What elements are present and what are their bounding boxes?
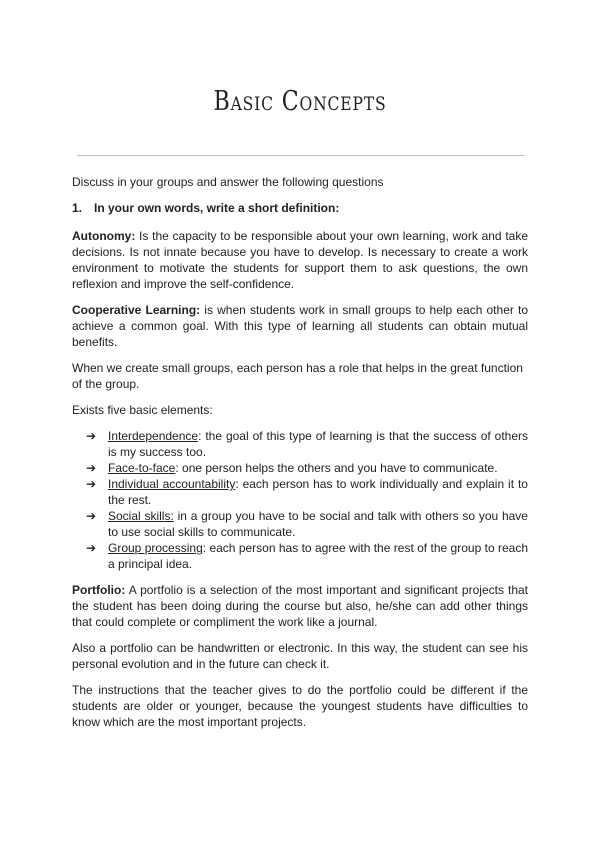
autonomy-term: Autonomy: (72, 229, 136, 243)
element-text: : one person helps the others and you have to communicate. (175, 461, 498, 475)
autonomy-text: Is the capacity to be responsible about your own learning, work and take decisions. Is not innate because you have to develop. Is necessary to create a work environment to motivate the students for support them to ask questions, the own reflexion and improve the self-confidence. (72, 229, 528, 291)
intro-text: Discuss in your groups and answer the following questions (72, 175, 384, 189)
element-label: Face-to-face (108, 461, 176, 475)
arrow-icon: ➔ (86, 477, 97, 491)
small-groups-paragraph: When we create small groups, each person has a role that helps in the great function of the group. (72, 361, 523, 391)
list-item (86, 540, 528, 572)
arrow-icon: ➔ (86, 429, 97, 443)
list-item (86, 508, 528, 540)
question-text: In your own words, write a short definition: (94, 201, 340, 215)
list-item (86, 460, 528, 476)
element-text: : each person has to work individually and explain it to the rest. (108, 477, 528, 507)
element-label: Group processing (108, 541, 203, 555)
element-label: Interdependence (108, 429, 199, 443)
arrow-icon: ➔ (86, 509, 97, 523)
portfolio-term: Portfolio: (72, 583, 126, 597)
portfolio-text: A portfolio is a selection of the most important and significant projects that the student has been doing during the course but also, he/she can add other things that could complete or compliment the work like a journal. (72, 583, 528, 629)
element-label: Individual accountability (108, 477, 236, 491)
portfolio-paragraph (72, 582, 528, 630)
question-number: 1. (72, 201, 83, 215)
cooperative-paragraph (72, 302, 528, 350)
autonomy-paragraph (72, 228, 528, 292)
cooperative-text: is when students work in small groups to help each other to achieve a common goal. With this type of learning all students can obtain mutual benefits. (72, 303, 529, 349)
cooperative-term: Cooperative Learning: (72, 303, 201, 317)
question-heading (72, 200, 528, 216)
element-text: : each person has to agree with the rest of the group to reach a principal idea. (108, 541, 528, 571)
document-body (72, 174, 528, 740)
element-label: Social skills: (108, 509, 174, 523)
arrow-icon: ➔ (86, 541, 97, 555)
elements-list (72, 428, 528, 572)
list-item (86, 476, 528, 508)
arrow-icon: ➔ (86, 461, 97, 475)
page-title: Basic Concepts (213, 86, 387, 117)
list-item (86, 428, 528, 460)
portfolio-paragraph-2: Also a portfolio can be handwritten or electronic. In this way, the student can see his personal evolution and in the future can check it. (72, 641, 528, 671)
element-text: in a group you have to be social and talk with others so you have to use social skills to communicate. (108, 509, 528, 539)
element-text: : the goal of this type of learning is that the success of others is my success too. (108, 429, 528, 459)
exists-paragraph: Exists five basic elements: (72, 403, 213, 417)
portfolio-paragraph-3: The instructions that the teacher gives to do the portfolio could be different if the students are older or younger, because the youngest students have difficulties to know which are the most important projects. (72, 683, 528, 729)
title-divider (77, 155, 524, 156)
